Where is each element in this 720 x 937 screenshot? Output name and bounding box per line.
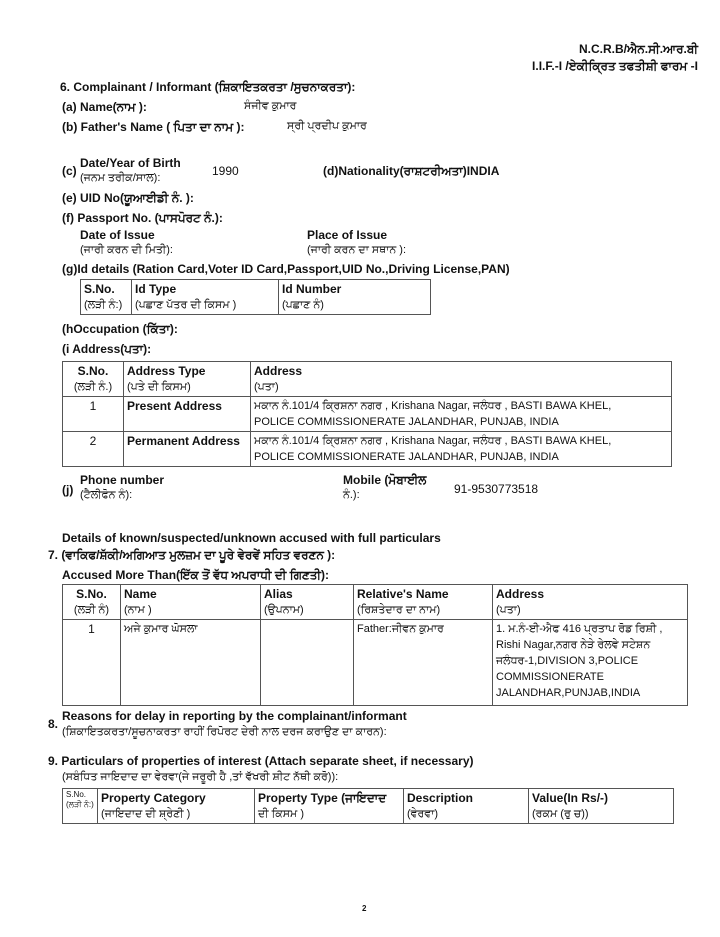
mobile-label: Mobile (ਮੋਬਾਈਲ xyxy=(343,473,427,487)
prop-type-header: Property Type (ਜਾਇਦਾਦ ਦੀ ਕਿਸਮ ) xyxy=(255,789,404,824)
addr-sno: 1 xyxy=(63,397,124,432)
acc-sno: 1 xyxy=(63,620,121,706)
occupation-label: (hOccupation (ਕਿੱਤਾ): xyxy=(62,322,178,336)
mobile-label-pa: ਨੰ.): xyxy=(343,489,360,501)
passport-label: (f) Passport No. (ਪਾਸਪੋਰਟ ਨੰ.): xyxy=(62,211,223,225)
address-table xyxy=(62,361,672,467)
id-number-header: Id Number (ਪਛਾਣ ਨੰ) xyxy=(279,280,431,315)
acc-alias xyxy=(261,620,354,706)
addr-header: Address (ਪਤਾ) xyxy=(251,362,672,397)
section-7-subtitle: 7. (ਵਾਕਿਫ/ਸ਼ੱਕੀ/ਅਗਿਆਤ ਮੁਲਜ਼ਮ ਦਾ ਪੂਰੇ ਵੇਰਵੇਂ ਸਹਿਤ ਵਰਣਨ ): xyxy=(48,548,336,562)
date-of-issue-label: Date of Issue xyxy=(80,228,155,242)
addr-value: ਮਕਾਨ ਨੰ.101/4 ਕ੍ਰਿਸ਼ਨਾ ਨਗਰ , Krishana Nagar, ਜਲੰਧਰ , BASTI BAWA KHEL, POLICE COMMISSIONERATE JALANDHAR, PUNJAB, INDIA xyxy=(251,432,672,467)
id-details-label: (g)Id details (Ration Card,Voter ID Card,Passport,UID No.,Driving License,PAN) xyxy=(62,262,510,276)
section-9-subtitle: (ਸਬੰਧਿਤ ਜਾਇਦਾਦ ਦਾ ਵੇਰਵਾ(ਜੇ ਜਰੂਰੀ ਹੈ ,ਤਾਂ ਵੱਖਰੀ ਸ਼ੀਟ ਨੱਥੀ ਕਰੋ)): xyxy=(62,771,339,783)
prop-value-header: Value(In Rs/-) (ਰਕਮ (ਰੁ ਚ)) xyxy=(529,789,674,824)
mobile-value: 91-9530773518 xyxy=(454,482,539,496)
dob-label-pa: (ਜਨਮ ਤਰੀਕ/ਸਾਲ): xyxy=(80,172,161,184)
acc-relative: Father:ਜੀਵਨ ਕੁਮਾਰ xyxy=(354,620,493,706)
father-name-value: ਸ੍ਰੀ ਪ੍ਰਦੀਪ ਕੁਮਾਰ xyxy=(287,120,367,132)
nationality: (d)Nationality(ਰਾਸ਼ਟਰੀਅਤਾ)INDIA xyxy=(323,164,500,178)
addr-sno: 2 xyxy=(63,432,124,467)
table-row xyxy=(63,397,672,432)
address-label: (i Address(ਪਤਾ): xyxy=(62,342,152,356)
phone-label: Phone number xyxy=(80,473,165,487)
table-row xyxy=(63,620,688,706)
property-table xyxy=(62,788,674,824)
place-of-issue-pa: (ਜਾਰੀ ਕਰਨ ਦਾ ਸਥਾਨ ): xyxy=(307,244,407,256)
name-label: (a) Name(ਨਾਮ ): xyxy=(62,100,147,114)
addr-type: Permanent Address xyxy=(124,432,251,467)
date-of-issue-pa: (ਜਾਰੀ ਕਰਨ ਦੀ ਮਿਤੀ): xyxy=(80,244,173,256)
table-row xyxy=(63,432,672,467)
uid-label: (e) UID No(ਯੂਆਈਡੀ ਨੰ. ): xyxy=(62,191,194,205)
id-type-header: Id Type (ਪਛਾਣ ਪੱਤਰ ਦੀ ਕਿਸਮ ) xyxy=(132,280,279,315)
form-code: N.C.R.B/ਐਨ.ਸੀ.ਆਰ.ਬੀ xyxy=(579,42,698,56)
addr-type: Present Address xyxy=(124,397,251,432)
phone-marker: (j) xyxy=(62,483,74,497)
section-6-title: 6. Complainant / Informant (ਸ਼ਿਕਾਇਤਕਰਤਾ /ਸੁਚਨਾਕਰਤਾ): xyxy=(60,80,356,94)
section-8-title: Reasons for delay in reporting by the complainant/informant xyxy=(62,709,407,723)
addr-value: ਮਕਾਨ ਨੰ.101/4 ਕ੍ਰਿਸ਼ਨਾ ਨਗਰ , Krishana Nagar, ਜਲੰਧਰ , BASTI BAWA KHEL, POLICE COMMISSIONERATE JALANDHAR, PUNJAB, INDIA xyxy=(251,397,672,432)
id-sno-header: S.No. (ਲੜੀ ਨੰ:) xyxy=(81,280,132,315)
acc-name: ਅਜੇ ਕੁਮਾਰ ਘੋਸਲਾ xyxy=(121,620,261,706)
addr-type-header: Address Type (ਪਤੇ ਦੀ ਕਿਸਮ) xyxy=(124,362,251,397)
dob-marker: (c) xyxy=(62,164,77,178)
phone-label-pa: (ਟੈਲੀਫੋਨ ਨੰ): xyxy=(80,489,133,501)
dob-value: 1990 xyxy=(212,164,239,178)
prop-category-header: Property Category (ਜਾਇਦਾਦ ਦੀ ਸ਼੍ਰੇਣੀ ) xyxy=(98,789,255,824)
accused-more-label: Accused More Than(ਇੱਕ ਤੋਂ ਵੱਧ ਅਪਰਾਧੀ ਦੀ ਗਿਣਤੀ): xyxy=(62,568,330,582)
page-number: 2 xyxy=(362,904,367,913)
addr-sno-header: S.No. (ਲੜੀ ਨੰ.) xyxy=(63,362,124,397)
acc-relative-header: Relative's Name (ਰਿਸ਼ਤੇਦਾਰ ਦਾ ਨਾਮ) xyxy=(354,585,493,620)
acc-alias-header: Alias (ਉਪਨਾਮ) xyxy=(261,585,354,620)
section-8-marker: 8. xyxy=(48,717,59,731)
acc-name-header: Name (ਨਾਮ ) xyxy=(121,585,261,620)
father-name-label: (b) Father's Name ( ਪਿਤਾ ਦਾ ਨਾਮ ): xyxy=(62,120,245,134)
prop-description-header: Description (ਵੇਰਵਾ) xyxy=(404,789,529,824)
prop-sno-header: S.No. (ਲੜੀ ਨੰ:) xyxy=(63,789,98,824)
id-details-table xyxy=(80,279,431,315)
section-7-title: Details of known/suspected/unknown accused with full particulars xyxy=(62,531,441,545)
name-value: ਸੰਜੀਵ ਕੁਮਾਰ xyxy=(244,100,297,112)
section-8-subtitle: (ਸ਼ਿਕਾਇਤਕਰਤਾ/ਸੂਚਨਾਕਰਤਾ ਰਾਹੀਂ ਰਿਪੋਰਟ ਦੇਰੀ ਨਾਲ ਦਰਜ ਕਰਾਉਣ ਦਾ ਕਾਰਨ): xyxy=(62,726,387,738)
form-title: I.I.F.-I /ਏਕੀਕ੍ਰਿਤ ਤਫਤੀਸ਼ੀ ਫਾਰਮ -I xyxy=(532,59,698,73)
place-of-issue-label: Place of Issue xyxy=(307,228,388,242)
acc-address: 1. ਮ.ਨੰ-ਈ-ਐਫ 416 ਪ੍ਰਤਾਪ ਰੋਡ ਰਿਸ਼ੀ , Rishi Nagar,ਨਗਰ ਨੇੜੇ ਰੇਲਵੇ ਸਟੇਸ਼ਨ ਜਲੰਧਰ-1,DIVISION 3,POLICE COMMISSIONERATE JALANDHAR,PUNJAB,INDIA xyxy=(493,620,688,706)
accused-table xyxy=(62,584,688,706)
dob-label: Date/Year of Birth xyxy=(80,156,181,170)
section-9-title: 9. Particulars of properties of interest (Attach separate sheet, if necessary) xyxy=(48,754,474,768)
acc-sno-header: S.No. (ਲੜੀ ਨੰ) xyxy=(63,585,121,620)
acc-address-header: Address (ਪਤਾ) xyxy=(493,585,688,620)
